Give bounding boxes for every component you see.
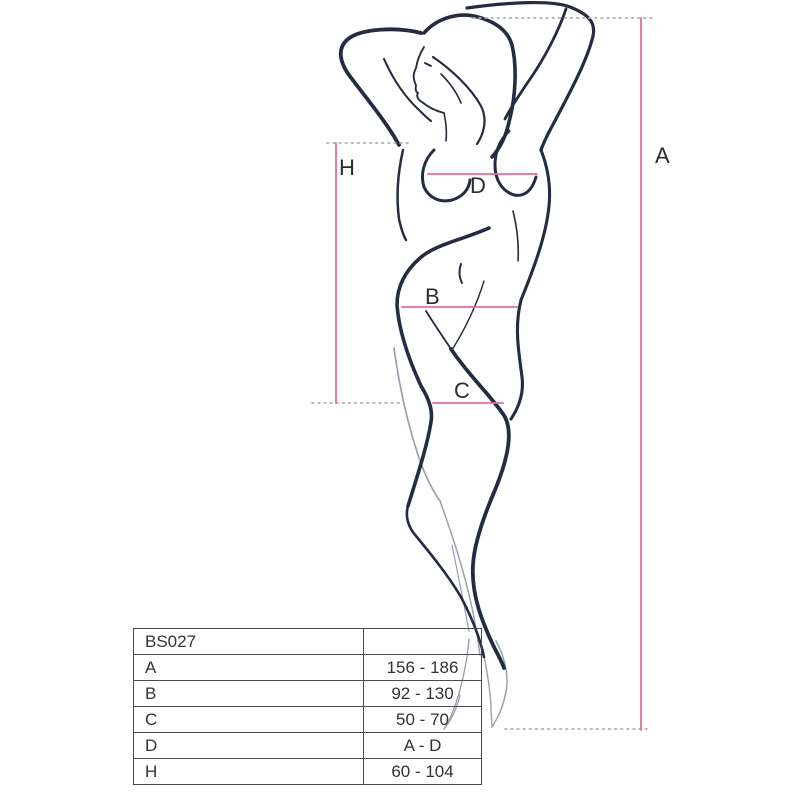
row-label: H [134,759,364,785]
table-row [134,759,482,785]
row-value: A - D [364,733,482,759]
row-value: 60 - 104 [364,759,482,785]
label-B: B [425,284,440,309]
table-row [134,707,482,733]
eye-mark [425,63,431,66]
label-C: C [454,378,470,403]
measurement-lines [336,18,641,730]
size-table [133,628,482,785]
size-table-header-row [134,629,482,655]
hip-thigh-contour [397,228,489,506]
face-profile [414,47,444,113]
row-label: C [134,707,364,733]
bust-line-left [422,150,470,201]
table-row [134,733,482,759]
label-H: H [339,155,355,180]
row-label: D [134,733,364,759]
row-label: B [134,681,364,707]
row-label: A [134,655,364,681]
label-D: D [470,173,486,198]
hair-outline [424,15,515,157]
bust-line-right [495,131,536,195]
navel-mark [460,264,462,283]
product-code-cell: BS027 [134,629,364,655]
left-arm-outline [341,29,421,145]
table-row [134,681,482,707]
row-value: 50 - 70 [364,707,482,733]
torso-left-contour [398,150,406,240]
neck-line [444,113,446,141]
header-empty-cell [364,629,482,655]
row-value: 156 - 186 [364,655,482,681]
figure-ink-lines [341,3,594,668]
row-value: 92 - 130 [364,681,482,707]
table-row [134,655,482,681]
label-A: A [655,143,670,168]
